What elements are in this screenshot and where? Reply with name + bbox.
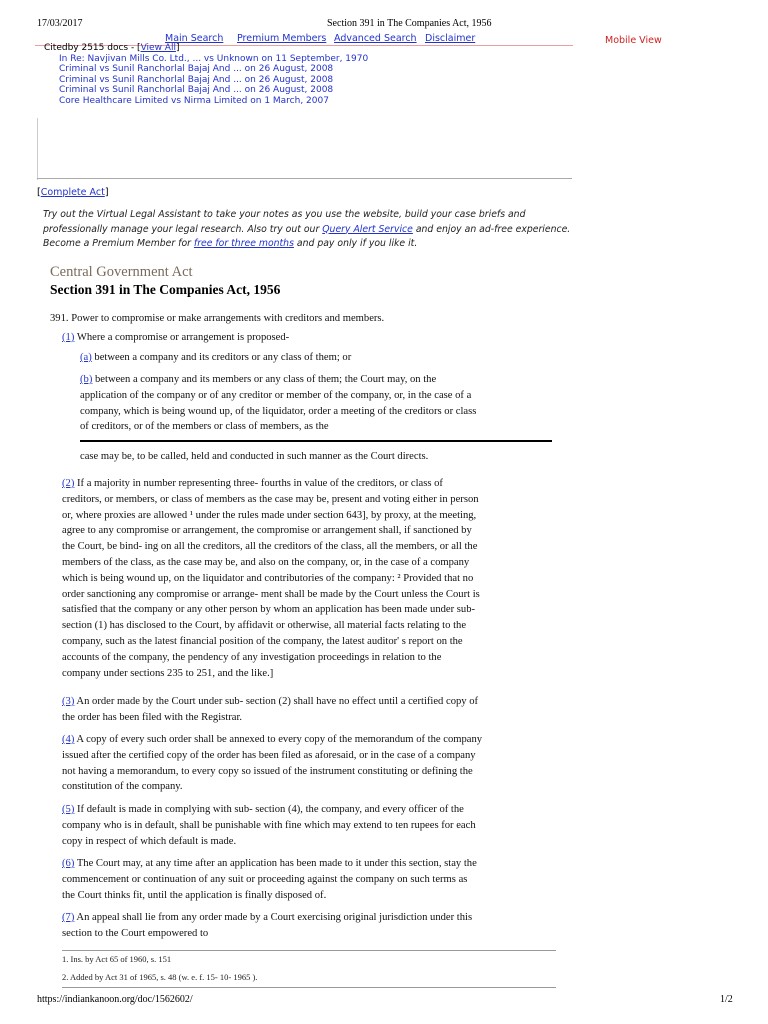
clause-text: application of the company or of any creditor or member of the company, or, in the case of a <box>80 389 472 401</box>
premium-notice <box>43 208 583 252</box>
footnote-1: 1. Ins. by Act 65 of 1960, s. 151 <box>62 954 172 964</box>
cited-by-count: Citedby 2515 docs - [ <box>44 43 141 53</box>
print-page-number: 1/2 <box>720 994 733 1005</box>
notice-text: and pay only if you like it. <box>293 238 418 249</box>
notice-text: and enjoy an ad-free experience. Become a Premium Member for <box>43 223 571 249</box>
nav-advanced-search[interactable]: Advanced Search <box>334 33 417 44</box>
subsection-text: The Court may, at any time after an application has been made to it under this section, stay the <box>74 858 477 869</box>
cited-by-bracket: ] <box>175 43 180 53</box>
clause-text: between a company and its members or any class of them; the Court may, on the <box>92 374 437 385</box>
complete-act-link[interactable]: Complete Act <box>40 187 105 198</box>
subsection-text: satisfied that the company or any other person by whom an application has been made under sub- <box>62 604 476 616</box>
subsection-text: An appeal shall lie from any order made by a Court exercising original jurisdiction under this <box>74 912 473 923</box>
subsection-text: agree to any compromise or arrangement, the compromise or arrangement shall, if sanctioned by <box>62 525 472 537</box>
clause-a <box>80 350 351 366</box>
subsection-link[interactable]: (3) <box>62 696 75 707</box>
subsection-text: company who is in default, shall be punishable with fine which may extend to ten rupees for each <box>62 819 476 831</box>
subsection-link[interactable]: (4) <box>62 734 75 745</box>
print-title: Section 391 in The Companies Act, 1956 <box>327 18 492 29</box>
cited-item[interactable]: Criminal vs Sunil Ranchorlal Bajaj And ... on 26 August, 2008 <box>59 64 334 74</box>
complete-act <box>37 187 109 198</box>
subsection-text: order sanctioning any compromise or arrange- ment shall be made by the Court unless the Court is <box>62 588 480 600</box>
subsection-text: An order made by the Court under sub- section (2) shall have no effect until a certified copy of <box>74 696 479 707</box>
mobile-view-link[interactable]: Mobile View <box>605 35 662 46</box>
footnote-2: 2. Added by Act 31 of 1965, s. 48 (w. e. f. 15- 10- 1965 ). <box>62 972 258 982</box>
divider <box>37 178 572 179</box>
subsection-text: A copy of every such order shall be annexed to every copy of the memorandum of the company <box>74 734 483 745</box>
subsection-text: section to the Court empowered to <box>62 927 209 939</box>
doc-title: Section 391 in The Companies Act, 1956 <box>50 282 281 297</box>
section-heading: 391. Power to compromise or make arrangements with creditors and members. <box>50 313 385 324</box>
subsection-text: Where a compromise or arrangement is proposed- <box>74 332 290 343</box>
bracket-close: ] <box>104 187 109 198</box>
clause-b-continued: case may be, to be called, held and conducted in such manner as the Court directs. <box>80 451 429 462</box>
clause-link[interactable]: (b) <box>80 374 93 385</box>
view-all-link[interactable]: View All <box>140 43 176 53</box>
clause-text: between a company and its creditors or any class of them; or <box>91 352 352 363</box>
footnote-bottom-rule <box>62 987 556 988</box>
subsection-text: accounts of the company, the pendency of any investigation proceedings in relation to the <box>62 651 442 663</box>
subsection-text: company, such as the latest financial position of the company, the latest auditor' s report on the <box>62 635 463 647</box>
print-url: https://indiankanoon.org/doc/1562602/ <box>37 994 193 1005</box>
subsection-text: the Court, be bind- ing on all the creditors, all the creditors of the class, all the members, or all the <box>62 541 478 553</box>
query-alert-link[interactable]: Query Alert Service <box>322 223 413 235</box>
nav-disclaimer[interactable]: Disclaimer <box>425 33 476 44</box>
notice-text: Try out the Virtual Legal Assistant to take your notes as you use the website, build your case briefs and professionally manage your legal research. Also try out our <box>43 209 526 235</box>
subsection-5 <box>62 802 476 849</box>
subsection-text: constitution of the company. <box>62 781 183 793</box>
cited-item[interactable]: Criminal vs Sunil Ranchorlal Bajaj And ... on 26 August, 2008 <box>59 74 334 85</box>
bracket-open: [ <box>37 187 41 198</box>
subsection-4 <box>62 732 482 795</box>
subsection-text: or, where proxies are allowed ¹ under the rules made under section 643], by proxy, at the meeting, <box>62 509 477 521</box>
nav-premium-members[interactable]: Premium Members <box>237 33 327 44</box>
ad-area-border <box>37 118 38 180</box>
nav-main-search[interactable]: Main Search <box>165 33 224 44</box>
cited-item[interactable]: Criminal vs Sunil Ranchorlal Bajaj And ... on 26 August, 2008 <box>59 85 334 95</box>
subsection-7 <box>62 910 472 942</box>
print-date: 17/03/2017 <box>37 18 83 29</box>
subsection-text: company under sections 235 to 251, and the like.] <box>62 667 274 679</box>
subsection-1 <box>62 330 289 346</box>
cited-item[interactable]: Core Healthcare Limited vs Nirma Limited on 1 March, 2007 <box>59 95 329 106</box>
subsection-text: not having a memorandum, to every copy so issued of the instrument constituting or defining the <box>62 765 473 777</box>
clause-link[interactable]: (a) <box>80 352 92 363</box>
cited-by-panel <box>44 43 368 106</box>
subsection-text: the order has been filed with the Registrar. <box>62 711 243 723</box>
subsection-6 <box>62 856 477 903</box>
subsection-text: members of the class, as the case may be, and also on the company, or, in the case of a company <box>62 556 470 568</box>
subsection-text: section (1) has disclosed to the Court, by affidavit or otherwise, all material facts relating to the <box>62 620 467 632</box>
subsection-text: issued after the certified copy of the order has been filed as aforesaid, or in the case of a company <box>62 749 476 761</box>
cited-item[interactable]: In Re: Navjivan Mills Co. Ltd., ... vs Unknown on 11 September, 1970 <box>59 53 369 64</box>
page-break-rule <box>80 440 552 442</box>
subsection-link[interactable]: (6) <box>62 858 75 869</box>
cited-by-header <box>44 43 368 54</box>
subsection-text: which is being wound up, on the liquidator and contributories of the company: ² Provided that no <box>62 572 474 584</box>
subsection-link[interactable]: (7) <box>62 912 75 923</box>
clause-b <box>80 372 476 435</box>
clause-text: of creditors, or of the members or class of members, as the <box>80 421 329 433</box>
subsection-text: If a majority in number representing three- fourths in value of the creditors, or class of <box>74 478 443 489</box>
free-trial-link[interactable]: free for three months <box>193 238 294 249</box>
subsection-link[interactable]: (2) <box>62 478 75 489</box>
subsection-text: commencement or continuation of any suit or proceeding against the company on such terms as <box>62 873 468 885</box>
subsection-text: copy in respect of which default is made. <box>62 835 237 847</box>
subsection-link[interactable]: (5) <box>62 804 75 815</box>
subsection-text: creditors, or members, or class of members as the case may be, present and voting either in person <box>62 493 479 505</box>
clause-text: company, which is being wound up, of the liquidator, order a meeting of the creditors or class <box>80 405 477 417</box>
subsection-text: the Court thinks fit, until the application is finally disposed of. <box>62 889 327 901</box>
doc-type: Central Government Act <box>50 264 193 280</box>
subsection-text: If default is made in complying with sub- section (4), the company, and every officer of the <box>74 804 464 815</box>
subsection-link[interactable]: (1) <box>62 332 75 343</box>
subsection-2 <box>62 476 480 681</box>
footnote-rule <box>62 950 556 951</box>
subsection-3 <box>62 694 478 726</box>
